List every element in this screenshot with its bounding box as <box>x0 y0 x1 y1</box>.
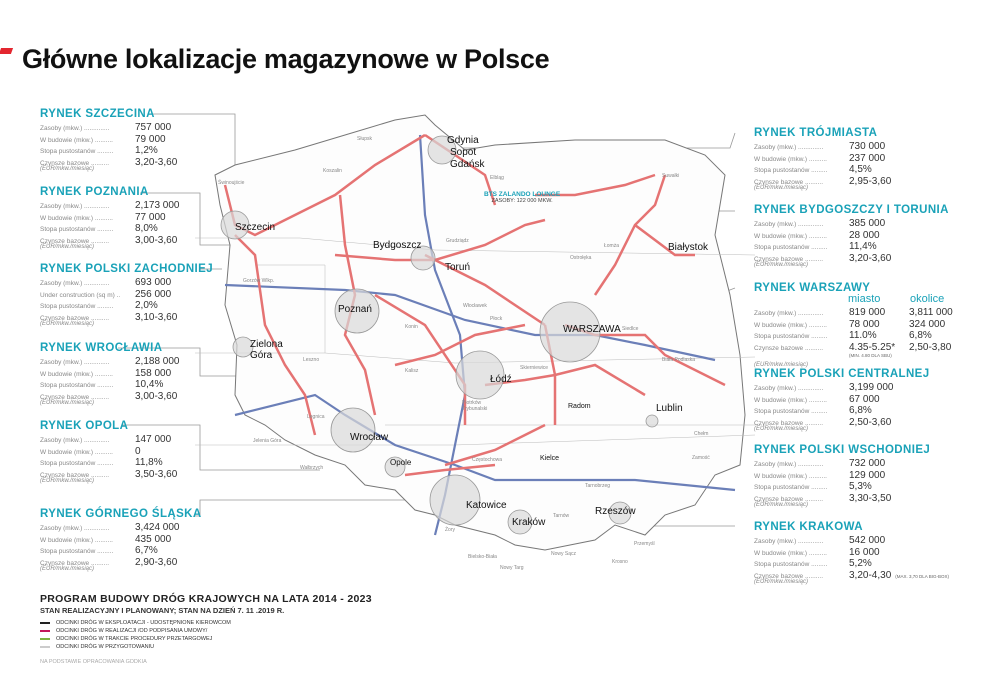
vacancy-label: Stopa pustostanów ......... <box>40 148 114 155</box>
rent-label: Czynsze bazowe .......... <box>40 393 109 401</box>
vacancy-value-city: 11.0% <box>849 330 877 341</box>
town-label: Tarnów <box>553 513 570 519</box>
rent-unit: (EUR/mkw./miesiąc) <box>754 362 809 368</box>
vacancy-value: 5,2% <box>849 558 872 569</box>
bts-zalando-lounge-marker <box>484 191 560 204</box>
market-eastern-poland <box>754 444 954 508</box>
vacancy-label: Stopa pustostanów ......... <box>40 382 114 389</box>
construction-label: W budowie (mkw.) .......... <box>40 370 113 378</box>
legend-swatch <box>40 630 50 632</box>
construction-label: W budowie (mkw.) .......... <box>40 214 113 222</box>
vacancy-label: Stopa pustostanów ......... <box>754 484 828 491</box>
market-krakow <box>754 521 994 585</box>
legend-item-preparation <box>40 643 372 651</box>
stock-value-surroundings: 3,811 000 <box>909 307 953 318</box>
rent-label: Czynsze bazowe .......... <box>40 471 109 479</box>
vacancy-value: 11,8% <box>135 457 163 468</box>
market-title: RYNEK WROCŁAWIA <box>40 342 163 354</box>
stock-label: Zasoby (mkw.) .............. <box>40 125 110 132</box>
stock-value: 757 000 <box>135 122 172 133</box>
city-label: Szczecin <box>235 222 276 233</box>
construction-value: 158 000 <box>135 367 172 379</box>
vacancy-value: 11,4% <box>849 241 877 252</box>
rent-label: Czynsze bazowe .......... <box>754 255 823 263</box>
vacancy-label: Stopa pustostanów ......... <box>754 167 828 174</box>
market-title: RYNEK SZCZECINA <box>40 108 155 120</box>
town-label: Włocławek <box>463 303 487 309</box>
rent-value: 3,50-3,60 <box>135 468 178 480</box>
rent-label: Czynsze bazowe .......... <box>754 572 823 580</box>
market-tricity <box>754 127 954 191</box>
rent-value: 2,95-3,60 <box>849 175 892 187</box>
construction-value: 129 000 <box>849 469 886 481</box>
market-warsaw <box>754 282 984 371</box>
city-label: Rzeszów <box>595 506 636 517</box>
stock-value: 732 000 <box>849 458 886 469</box>
market-central-poland <box>754 368 954 432</box>
bts-subtitle: ZASOBY: 122 000 MKW. <box>491 198 553 204</box>
legend-item-in-construction <box>40 627 372 635</box>
market-title: RYNEK BYDGOSZCZY I TORUNIA <box>754 204 949 216</box>
market-opole <box>40 420 240 484</box>
rent-unit: (EUR/mkw./miesiąc) <box>754 185 809 191</box>
stock-value: 730 000 <box>849 141 886 152</box>
city-label: Zielona Góra <box>250 339 283 361</box>
rent-label: Czynsze bazowe .......... <box>40 159 109 167</box>
rent-unit: (EUR/mkw./miesiąc) <box>40 321 95 327</box>
rent-unit: (EUR/mkw./miesiąc) <box>754 502 809 508</box>
rent-label: Czynsze bazowe .......... <box>754 344 823 352</box>
legend-label: ODCINKI DRÓG W REALIZACJI /OD PODPISANIA UMOWY/ <box>56 628 208 634</box>
legend-subtitle: STAN REALIZACYJNY I PLANOWANY; STAN NA DZIEŃ 7. 11 .2019 R. <box>40 606 285 615</box>
vacancy-value: 1,2% <box>135 145 158 156</box>
construction-label: W budowie (mkw.) .......... <box>754 232 827 240</box>
rent-note: (MIN. 4.80 DLA SBU) <box>849 353 892 358</box>
market-poznan <box>40 186 240 250</box>
legend-swatch <box>40 622 50 624</box>
town-label: Suwałki <box>662 173 680 179</box>
rent-label: Czynsze bazowe .......... <box>754 419 823 427</box>
rent-value: 3,20-3,60 <box>849 252 892 264</box>
town-label: Grudziądz <box>446 238 469 244</box>
town-label: Biała Podlaska <box>662 357 696 363</box>
stock-value: 3,199 000 <box>849 382 894 393</box>
market-title: RYNEK TRÓJMIASTA <box>754 127 878 139</box>
column-header-city: miasto <box>848 293 881 305</box>
market-bydgoszcz-torun <box>754 204 954 268</box>
road-program-legend <box>40 593 372 665</box>
city-label: Gdynia <box>447 135 479 146</box>
rent-value: 3,00-3,60 <box>135 234 178 246</box>
rent-unit: (EUR/mkw./miesiąc) <box>40 400 95 406</box>
rent-value: 2,50-3,60 <box>849 416 892 428</box>
page-title: Główne lokalizacje magazynowe w Polsce <box>22 44 550 74</box>
rent-label: Czynsze bazowe .......... <box>40 237 109 245</box>
rent-unit: (EUR/mkw./miesiąc) <box>40 244 95 250</box>
market-title: RYNEK POLSKI ZACHODNIEJ <box>40 263 213 275</box>
town-label: Zamość <box>692 455 710 461</box>
construction-label: W budowie (mkw.) .......... <box>40 136 113 144</box>
town-label: Bielsko-Biała <box>468 554 497 560</box>
market-western-poland <box>40 263 240 327</box>
construction-value: 79 000 <box>135 133 166 145</box>
stock-value: 385 000 <box>849 218 886 229</box>
column-header-surroundings: okolice <box>910 293 945 305</box>
town-label: Słupsk <box>357 136 373 142</box>
construction-label: W budowie (mkw.) .......... <box>40 448 113 456</box>
vacancy-label: Stopa pustostanów ......... <box>754 244 828 251</box>
rent-unit: (EUR/mkw./miesiąc) <box>754 426 809 432</box>
stock-label: Zasoby (mkw.) .............. <box>40 203 110 210</box>
town-label: Płock <box>490 316 503 322</box>
construction-value: 0 <box>135 445 141 457</box>
vacancy-label: Stopa pustostanów ......... <box>754 561 828 568</box>
construction-value: 435 000 <box>135 533 172 545</box>
vacancy-value: 10,4% <box>135 379 164 390</box>
construction-value: 28 000 <box>849 229 880 241</box>
construction-label: W budowie (mkw.) .......... <box>754 155 827 163</box>
vacancy-label: Stopa pustostanów ......... <box>754 333 828 340</box>
rent-note: (MAX. 3,70 DLA BIG-BOX) <box>895 573 950 579</box>
rent-unit: (EUR/mkw./miesiąc) <box>754 579 809 585</box>
rent-value: 3,10-3,60 <box>135 311 178 323</box>
vacancy-label: Stopa pustostanów ......... <box>40 548 114 555</box>
city-label: Radom <box>568 403 591 410</box>
town-label: Łomża <box>604 243 620 249</box>
town-label: Ostrołęka <box>570 255 592 261</box>
legend-item-tender <box>40 635 372 643</box>
town-label: Świnoujście <box>218 180 245 186</box>
city-label: Gdańsk <box>450 159 485 170</box>
vacancy-value: 4,5% <box>849 164 872 175</box>
market-szczecin <box>40 108 240 172</box>
stock-value: 693 000 <box>135 277 172 288</box>
city-label: Sopot <box>450 147 477 158</box>
stock-label: Zasoby (mkw.) .............. <box>754 538 824 545</box>
town-label: Chełm <box>694 431 709 437</box>
town-label: Kalisz <box>405 368 419 374</box>
stock-label: Zasoby (mkw.) .............. <box>40 359 110 366</box>
stock-label: Zasoby (mkw.) .............. <box>40 280 110 287</box>
construction-value-city: 78 000 <box>849 318 880 330</box>
stock-value-city: 819 000 <box>849 307 886 318</box>
stock-label: Zasoby (mkw.) .............. <box>754 461 824 468</box>
stock-value: 2,173 000 <box>135 200 180 211</box>
stock-value: 147 000 <box>135 434 172 445</box>
construction-label: W budowie (mkw.) .......... <box>754 321 827 329</box>
construction-value: 256 000 <box>135 288 172 300</box>
rent-unit: (EUR/mkw./miesiąc) <box>754 262 809 268</box>
stock-label: Zasoby (mkw.) .............. <box>40 437 110 444</box>
rent-unit: (EUR/mkw./miesiąc) <box>40 566 95 572</box>
rent-value-city: 4.35-5.25* <box>849 341 896 353</box>
market-title: RYNEK POZNANIA <box>40 186 149 198</box>
construction-label: W budowie (mkw.) .......... <box>754 549 827 557</box>
town-label: Nowy Targ <box>500 565 524 571</box>
vacancy-value: 5,3% <box>849 481 872 492</box>
city-label: Opole <box>390 458 412 467</box>
vacancy-label: Stopa pustostanów ......... <box>40 303 114 310</box>
city-label: Poznań <box>338 304 372 315</box>
legend-label: ODCINKI DRÓG W TRAKCIE PROCEDURY PRZETARGOWEJ <box>56 636 213 642</box>
stock-label: Zasoby (mkw.) .............. <box>754 310 824 317</box>
town-label: Przemyśl <box>634 541 655 547</box>
rent-value: 3,20-3,60 <box>135 156 178 168</box>
town-label: Legnica <box>307 414 325 420</box>
town-label: Gorzów Wlkp. <box>243 278 275 284</box>
vacancy-value-surroundings: 6,8% <box>909 330 932 341</box>
city-label: Wrocław <box>350 432 389 443</box>
rent-unit: (EUR/mkw./miesiąc) <box>40 478 95 484</box>
city-label: Katowice <box>466 500 507 511</box>
vacancy-label: Stopa pustostanów ......... <box>754 408 828 415</box>
stock-value: 542 000 <box>849 535 886 546</box>
market-title: RYNEK GÓRNEGO ŚLĄSKA <box>40 508 202 520</box>
town-label: Siedlce <box>622 326 639 332</box>
town-label: Wałbrzych <box>300 465 324 471</box>
town-label: Nowy Sącz <box>551 551 577 557</box>
rent-label: Czynsze bazowe .......... <box>754 178 823 186</box>
city-label: WARSZAWA <box>563 324 621 335</box>
town-label: Konin <box>405 324 418 330</box>
town-label: Jelenia Góra <box>253 438 282 444</box>
town-label: Piotrków Trybunalski <box>462 400 488 412</box>
construction-value: 67 000 <box>849 393 880 405</box>
market-title: RYNEK WARSZAWY <box>754 282 871 294</box>
rent-value: 3,00-3,60 <box>135 390 178 402</box>
source-note: NA PODSTAWIE OPRACOWANIA GDDKIA <box>40 659 147 665</box>
market-upper-silesia <box>40 508 240 572</box>
town-label: Elbląg <box>490 175 504 181</box>
rent-value-surroundings: 2,50-3,80 <box>909 341 952 353</box>
market-title: RYNEK POLSKI CENTRALNEJ <box>754 368 930 380</box>
market-title: RYNEK KRAKOWA <box>754 521 863 533</box>
legend-item-in-operation <box>40 619 372 627</box>
city-label: Toruń <box>445 262 471 273</box>
rent-value: 3,20-4,30 <box>849 569 892 581</box>
town-label: Krosno <box>612 559 628 565</box>
rent-label: Czynsze bazowe .......... <box>754 495 823 503</box>
legend-label: ODCINKI DRÓG W PRZYGOTOWANIU <box>56 644 155 650</box>
town-label: Leszno <box>303 357 320 363</box>
construction-value: 16 000 <box>849 546 880 558</box>
construction-value-surroundings: 324 000 <box>909 318 946 330</box>
city-label: Białystok <box>668 242 709 253</box>
market-wroclaw <box>40 342 240 406</box>
city-label: Bydgoszcz <box>373 240 422 251</box>
rent-label: Czynsze bazowe .......... <box>40 559 109 567</box>
market-title: RYNEK OPOLA <box>40 420 129 432</box>
stock-label: Zasoby (mkw.) .............. <box>754 385 824 392</box>
town-label: Częstochowa <box>472 457 503 463</box>
rent-unit: (EUR/mkw./miesiąc) <box>40 166 95 172</box>
vacancy-value: 6,8% <box>849 405 872 416</box>
town-label: Koszalin <box>323 168 342 174</box>
vacancy-value: 2,0% <box>135 300 158 311</box>
vacancy-label: Stopa pustostanów ......... <box>40 460 114 467</box>
construction-label: W budowie (mkw.) .......... <box>754 396 827 404</box>
town-label: Tarnobrzeg <box>585 483 611 489</box>
stock-value: 2,188 000 <box>135 356 180 367</box>
vacancy-value: 6,7% <box>135 545 158 556</box>
town-label: Żory <box>445 527 455 533</box>
town-label: Skierniewice <box>520 365 549 371</box>
stock-label: Zasoby (mkw.) .............. <box>754 144 824 151</box>
construction-label: W budowie (mkw.) .......... <box>754 472 827 480</box>
legend-swatch <box>40 638 50 640</box>
bts-title: BTS ZALANDO LOUNGE <box>484 191 561 198</box>
construction-label: W budowie (mkw.) .......... <box>40 536 113 544</box>
city-label: Kraków <box>512 517 546 528</box>
market-title: RYNEK POLSKI WSCHODNIEJ <box>754 444 931 456</box>
rent-value: 3,30-3,50 <box>849 492 892 504</box>
rent-value: 2,90-3,60 <box>135 556 178 568</box>
construction-value: 77 000 <box>135 211 166 223</box>
legend-swatch <box>40 646 50 648</box>
construction-label: Under construction (sq m) .. <box>40 291 121 299</box>
vacancy-value: 8,0% <box>135 223 158 234</box>
city-label: Lublin <box>656 403 683 414</box>
rent-label: Czynsze bazowe .......... <box>40 314 109 322</box>
legend-label: ODCINKI DRÓG W EKSPLOATACJI - UDOSTĘPNIONE KIEROWCOM <box>56 620 231 626</box>
stock-label: Zasoby (mkw.) .............. <box>40 525 110 532</box>
construction-value: 237 000 <box>849 152 886 164</box>
city-label: Łódź <box>490 374 512 385</box>
stock-value: 3,424 000 <box>135 522 180 533</box>
legend-title: PROGRAM BUDOWY DRÓG KRAJOWYCH NA LATA 2014 - 2023 <box>40 593 372 605</box>
stock-label: Zasoby (mkw.) .............. <box>754 221 824 228</box>
city-label: Kielce <box>540 455 560 462</box>
vacancy-label: Stopa pustostanów ......... <box>40 226 114 233</box>
